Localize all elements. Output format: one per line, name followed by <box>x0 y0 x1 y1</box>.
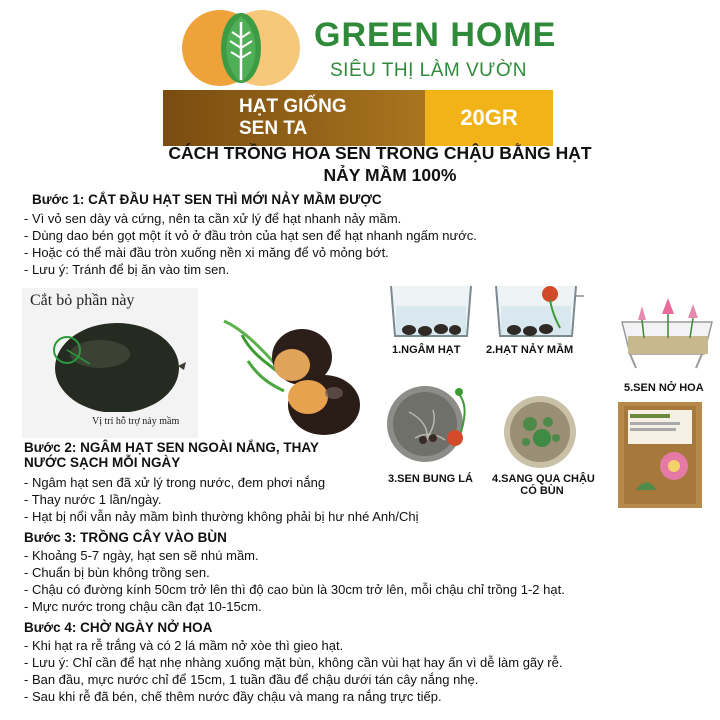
product-name-line1: HẠT GIỐNG <box>239 96 347 117</box>
page-title <box>0 142 720 186</box>
step3-line: - Khoảng 5-7 ngày, hạt sen sẽ nhú mầm. <box>24 548 259 563</box>
step1-heading: Bước 1: CẮT ĐẦU HẠT SEN THÌ MỚI NẢY MẦM ĐƯỢC <box>32 192 382 207</box>
brand-name: GREEN HOME <box>314 16 557 54</box>
step2-list <box>24 474 419 525</box>
stage2-caption: 2.HẠT NẢY MẦM <box>486 344 574 356</box>
step1-line: - Lưu ý: Tránh để bị ăn vào tim sen. <box>24 262 230 277</box>
step4-line: - Lưu ý: Chỉ cần để hạt nhẹ nhàng xuống mặt bùn, không cần vùi hạt hay ấn vì dễ làm gãy rễ. <box>24 655 563 670</box>
step4-heading: Bước 4: CHỜ NGÀY NỞ HOA <box>24 620 213 635</box>
seed-cut-label: Cắt bỏ phần này <box>30 292 135 309</box>
stage5-caption: 5.SEN NỞ HOA <box>624 382 704 394</box>
page-title-line2: NẢY MẦM 100% <box>323 165 457 185</box>
step1-line: - Dùng dao bén gọt một ít vỏ ở đầu tròn của hạt sen để hạt nhanh ngấm nước. <box>24 228 477 243</box>
product-weight: 20GR <box>425 90 553 146</box>
germination-label: Vị trí hỗ trợ nảy mầm <box>92 416 180 427</box>
step4-list <box>24 637 562 705</box>
page-title-line1: CÁCH TRỒNG HOA SEN TRONG CHẬU BẰNG HẠT <box>168 143 592 163</box>
step4-line: - Sau khi rễ đã bén, chế thêm nước đầy chậu và mang ra nắng trực tiếp. <box>24 689 442 704</box>
green-home-logo <box>176 8 306 88</box>
stage4-caption <box>492 473 595 497</box>
step3-line: - Chậu có đường kính 50cm trở lên thì độ cao bùn là 30cm trở lên, mỗi chậu chỉ trồng 1-2 hạt. <box>24 582 565 597</box>
step4-line: - Ban đầu, mực nước chỉ để 15cm, 1 tuần đầu để chậu dưới tán cây nắng nhẹ. <box>24 672 479 687</box>
step3-heading: Bước 3: TRỒNG CÂY VÀO BÙN <box>24 530 227 545</box>
stage4-caption-line2: CÓ BÙN <box>520 485 564 497</box>
step3-line: - Mực nước trong chậu cần đạt 10-15cm. <box>24 599 262 614</box>
stage4-mud-pot-illustration <box>500 392 580 472</box>
step1-line: - Hoặc có thể mài đầu tròn xuống nền xi măng để vỏ mỏng bớt. <box>24 245 389 260</box>
product-name <box>163 90 425 146</box>
step1-line: - Vì vỏ sen dày và cứng, nên ta cần xử lý để hạt nhanh nảy mầm. <box>24 211 402 226</box>
stage4-caption-line1: 4.SANG QUA CHẬU <box>492 473 595 485</box>
product-banner <box>163 90 553 146</box>
sprouted-seeds-photo <box>212 295 372 445</box>
step2-line: - Thay nước 1 lần/ngày. <box>24 492 162 507</box>
step3-list <box>24 547 565 615</box>
stage5-bloom-illustration <box>618 296 718 370</box>
stage3-caption: 3.SEN BUNG LÁ <box>388 473 473 485</box>
step4-line: - Khi hạt ra rễ trắng và có 2 lá mầm nở xòe thì gieo hạt. <box>24 638 344 653</box>
stage2-sprout-illustration <box>490 280 586 340</box>
stage1-soak-illustration <box>385 282 477 340</box>
step2-line: - Ngâm hạt sen đã xử lý trong nước, đem phơi nắng <box>24 475 326 490</box>
seed-package-image <box>616 400 704 510</box>
step1-list <box>24 210 477 278</box>
step2-line: - Hạt bị nổi vẫn nảy mầm bình thường không phải bị hư nhé Anh/Chị <box>24 509 419 524</box>
stage1-caption: 1.NGÂM HẠT <box>392 344 461 356</box>
product-name-line2: SEN TA <box>239 118 308 139</box>
seed-cut-photo <box>22 288 198 438</box>
step2-heading <box>24 440 319 470</box>
step3-line: - Chuẩn bị bùn không trồng sen. <box>24 565 210 580</box>
brand-tagline: SIÊU THỊ LÀM VƯỜN <box>330 60 527 81</box>
stage3-leaves-illustration <box>385 382 477 472</box>
step2-heading-line1: Bước 2: NGÂM HẠT SEN NGOÀI NẮNG, THAY <box>24 440 319 455</box>
step2-heading-line2: NƯỚC SẠCH MỖI NGÀY <box>24 455 181 470</box>
